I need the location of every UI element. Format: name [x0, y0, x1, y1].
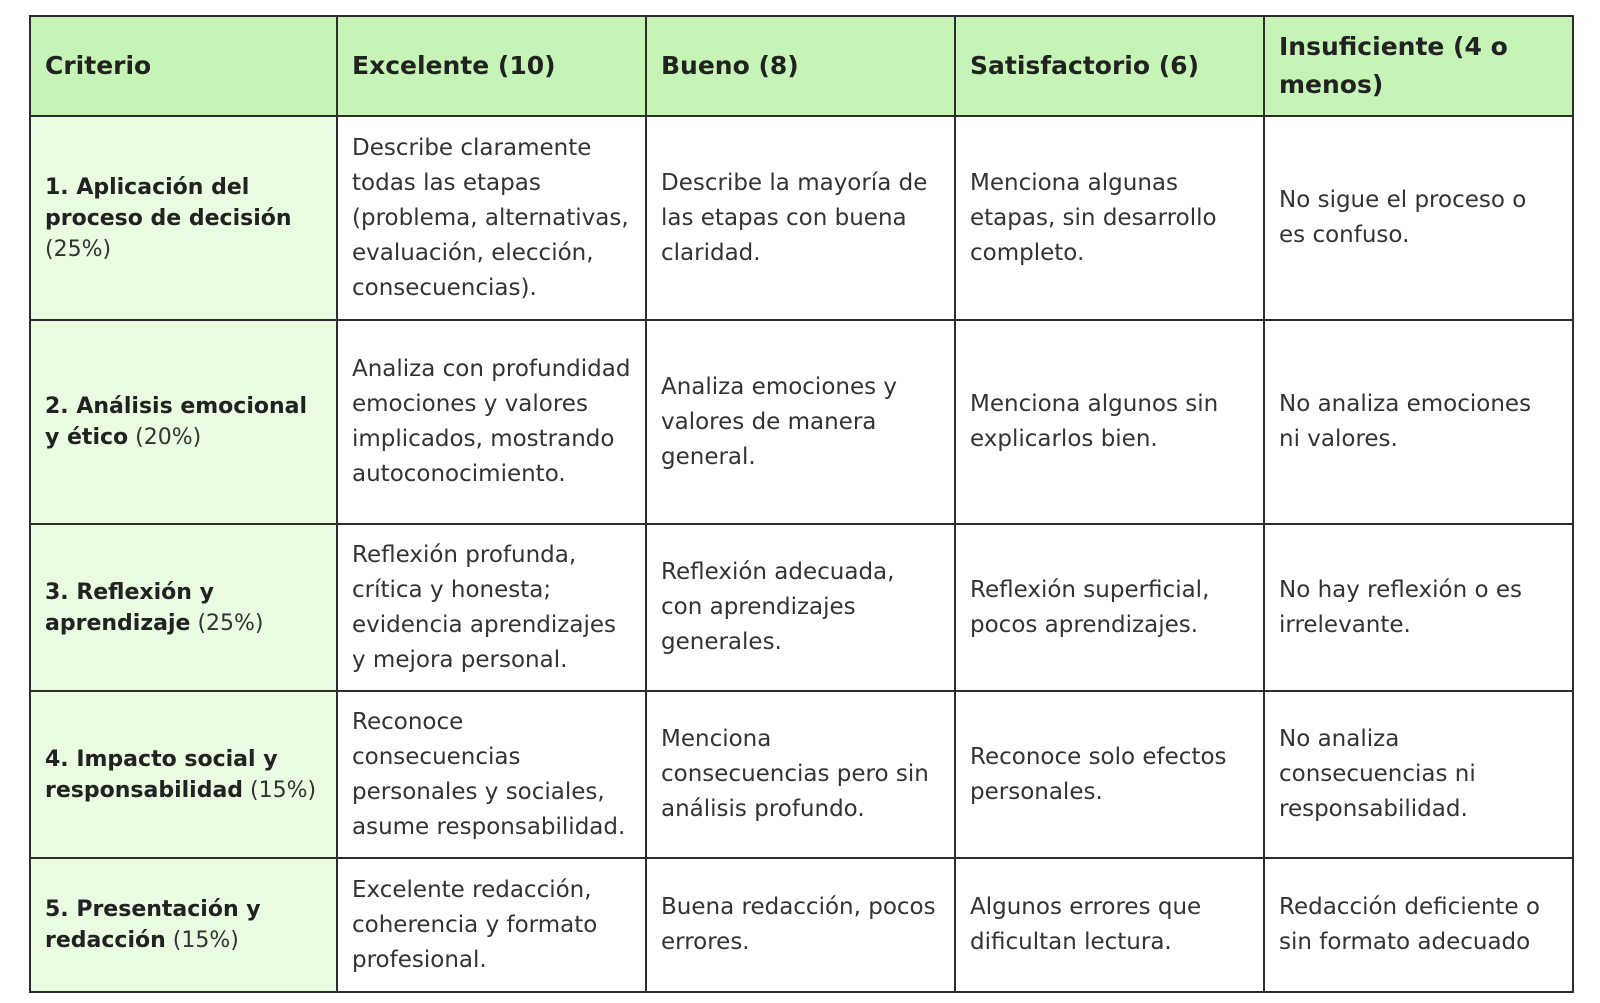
criterion-weight: (15%)	[250, 777, 317, 803]
cell-excelente: Reflexión profunda, crítica y honesta; evidencia aprendizajes y mejora personal.	[337, 524, 646, 691]
criterion-cell	[30, 858, 337, 992]
cell-excelente: Describe claramente todas las etapas (problema, alternativas, evaluación, elección, consecuencias).	[337, 116, 646, 320]
criterion-weight: (25%)	[45, 236, 112, 262]
cell-satisfactorio: Menciona algunos sin explicarlos bien.	[955, 320, 1264, 524]
table-row	[30, 524, 1573, 691]
criterion-name: 4. Impacto social y responsabilidad	[45, 746, 278, 803]
header-criterio: Criterio	[30, 16, 337, 116]
cell-satisfactorio: Reconoce solo efectos personales.	[955, 691, 1264, 858]
cell-excelente: Reconoce consecuencias personales y sociales, asume responsabilidad.	[337, 691, 646, 858]
criterion-weight: (20%)	[135, 425, 202, 450]
cell-satisfactorio: Menciona algunas etapas, sin desarrollo completo.	[955, 116, 1264, 320]
header-excelente: Excelente (10)	[337, 16, 646, 116]
cell-insuficiente: No analiza consecuencias ni responsabilidad.	[1264, 691, 1573, 858]
cell-bueno: Reflexión adecuada, con aprendizajes generales.	[646, 524, 955, 691]
table-row	[30, 116, 1573, 320]
cell-insuficiente: Redacción deficiente o sin formato adecuado	[1264, 858, 1573, 992]
criterion-name: 1. Aplicación del proceso de decisión	[45, 174, 292, 231]
criterion-name: 3. Reflexión y aprendizaje	[45, 579, 214, 636]
cell-satisfactorio: Reflexión superficial, pocos aprendizajes.	[955, 524, 1264, 691]
cell-satisfactorio: Algunos errores que dificultan lectura.	[955, 858, 1264, 992]
cell-bueno: Analiza emociones y valores de manera general.	[646, 320, 955, 524]
header-insuficiente: Insuficiente (4 o menos)	[1264, 16, 1573, 116]
table-row	[30, 320, 1573, 524]
cell-excelente: Analiza con profundidad emociones y valores implicados, mostrando autoconocimiento.	[337, 320, 646, 524]
cell-bueno: Describe la mayoría de las etapas con buena claridad.	[646, 116, 955, 320]
cell-insuficiente: No hay reflexión o es irrelevante.	[1264, 524, 1573, 691]
header-satisfactorio: Satisfactorio (6)	[955, 16, 1264, 116]
header-bueno: Bueno (8)	[646, 16, 955, 116]
cell-excelente: Excelente redacción, coherencia y formato profesional.	[337, 858, 646, 992]
criterion-cell	[30, 691, 337, 858]
criterion-cell	[30, 524, 337, 691]
table-row	[30, 691, 1573, 858]
criterion-cell	[30, 320, 337, 524]
cell-insuficiente: No analiza emociones ni valores.	[1264, 320, 1573, 524]
criterion-weight: (25%)	[197, 610, 264, 636]
cell-bueno: Menciona consecuencias pero sin análisis profundo.	[646, 691, 955, 858]
cell-insuficiente: No sigue el proceso o es confuso.	[1264, 116, 1573, 320]
criterion-weight: (15%)	[172, 928, 239, 953]
header-row	[30, 16, 1573, 116]
criterion-name: 2. Análisis emocional y ético	[45, 394, 308, 450]
criterion-cell	[30, 116, 337, 320]
rubric-table	[29, 15, 1574, 993]
criterion-name: 5. Presentación y redacción	[45, 897, 261, 953]
cell-bueno: Buena redacción, pocos errores.	[646, 858, 955, 992]
table-row	[30, 858, 1573, 992]
